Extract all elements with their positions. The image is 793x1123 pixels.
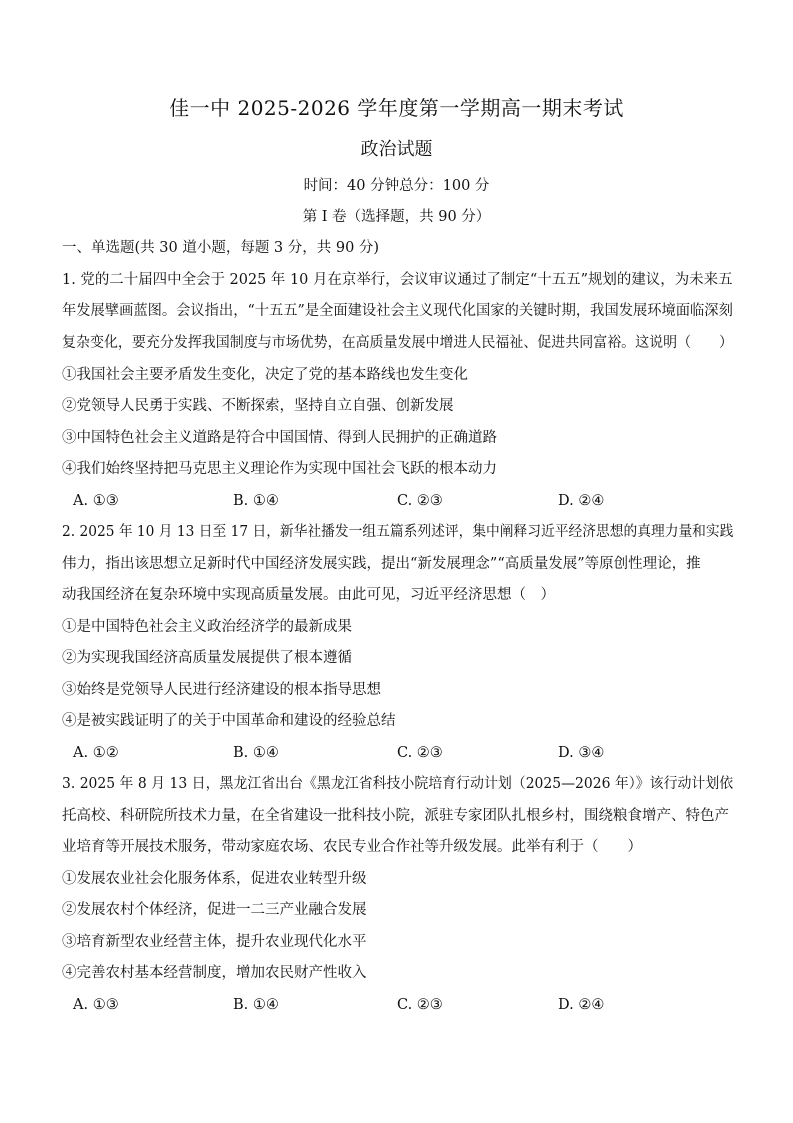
question-stem-line: 3. 2025 年 8 月 13 日，黑龙江省出台《黑龙江省科技小院培育行动计划（2025—2026 年）》该行动计划依: [62, 776, 734, 792]
statement-item: ④是被实践证明了的关于中国革命和建设的经验总结: [62, 713, 396, 729]
question-stem-line: 托高校、科研院所技术力量，在全省建设一批科技小院，派驻专家团队扎根乡村，围绕粮食增产、特色产: [62, 808, 729, 824]
statement-item: ④我们始终坚持把马克思主义理论作为实现中国社会飞跃的根本动力: [62, 461, 497, 477]
statement-item: ①是中国特色社会主义政治经济学的最新成果: [62, 619, 352, 635]
question-stem-line: 复杂变化，要充分发挥我国制度与市场优势，在高质量发展中增进人民福祉、促进共同富裕。这说明（ ）: [62, 335, 734, 351]
question-stem-line: 年发展擘画蓝图。会议指出，“十五五”是全面建设社会主义现代化国家的关键时期，我国发展环境面临深刻: [62, 303, 733, 319]
question-stem-line: 1. 党的二十届四中全会于 2025 年 10 月在京举行，会议审议通过了制定“十五五”规划的建议，为未来五: [62, 272, 733, 288]
question-stem-line: 业培育等开展技术服务，带动家庭农场、农民专业合作社等升级发展。此举有利于（ ）: [62, 839, 642, 855]
option-c: C. ②③: [397, 493, 443, 509]
option-b: B. ①④: [233, 997, 279, 1013]
part-title: 第 I 卷（选择题，共 90 分）: [302, 209, 491, 225]
exam-title: 佳一中 2025-2026 学年度第一学期高一期末考试: [169, 96, 624, 120]
statement-item: ②党领导人民勇于实践、不断探索，坚持自立自强、创新发展: [62, 398, 454, 414]
option-b: B. ①④: [233, 493, 279, 509]
option-a: A. ①③: [73, 493, 119, 509]
option-b: B. ①④: [233, 745, 279, 761]
statement-item: ①我国社会主要矛盾发生变化，决定了党的基本路线也发生变化: [62, 367, 468, 383]
statement-item: ③培育新型农业经营主体，提升农业现代化水平: [62, 934, 367, 950]
section-heading: 一、单选题(共 30 道小题，每题 3 分，共 90 分): [62, 240, 380, 256]
question-stem-line: 伟力，指出该思想立足新时代中国经济发展实践，提出“新发展理念”“高质量发展”等原创性理论，推: [62, 556, 701, 572]
statement-item: ①发展农业社会化服务体系，促进农业转型升级: [62, 871, 367, 887]
option-d: D. ③④: [558, 745, 605, 761]
option-c: C. ②③: [397, 997, 443, 1013]
option-d: D. ②④: [558, 997, 605, 1013]
question-stem-line: 动我国经济在复杂环境中实现高质量发展。由此可见，习近平经济思想（ ）: [62, 587, 555, 603]
statement-item: ②发展农村个体经济，促进一二三产业融合发展: [62, 902, 367, 918]
option-a: A. ①③: [73, 997, 119, 1013]
statement-item: ③中国特色社会主义道路是符合中国国情、得到人民拥护的正确道路: [62, 430, 497, 446]
subject-title: 政治试题: [360, 139, 433, 160]
question-stem-line: 2. 2025 年 10 月 13 日至 17 日，新华社播发一组五篇系列述评，集中阐释习近平经济思想的真理力量和实践: [62, 524, 734, 540]
option-c: C. ②③: [397, 745, 443, 761]
statement-item: ③始终是党领导人民进行经济建设的根本指导思想: [62, 682, 381, 698]
option-d: D. ②④: [558, 493, 605, 509]
exam-meta: 时间：40 分钟总分：100 分: [303, 178, 490, 194]
option-a: A. ①②: [73, 745, 119, 761]
statement-item: ④完善农村基本经营制度，增加农民财产性收入: [62, 965, 367, 981]
statement-item: ②为实现我国经济高质量发展提供了根本遵循: [62, 650, 352, 666]
